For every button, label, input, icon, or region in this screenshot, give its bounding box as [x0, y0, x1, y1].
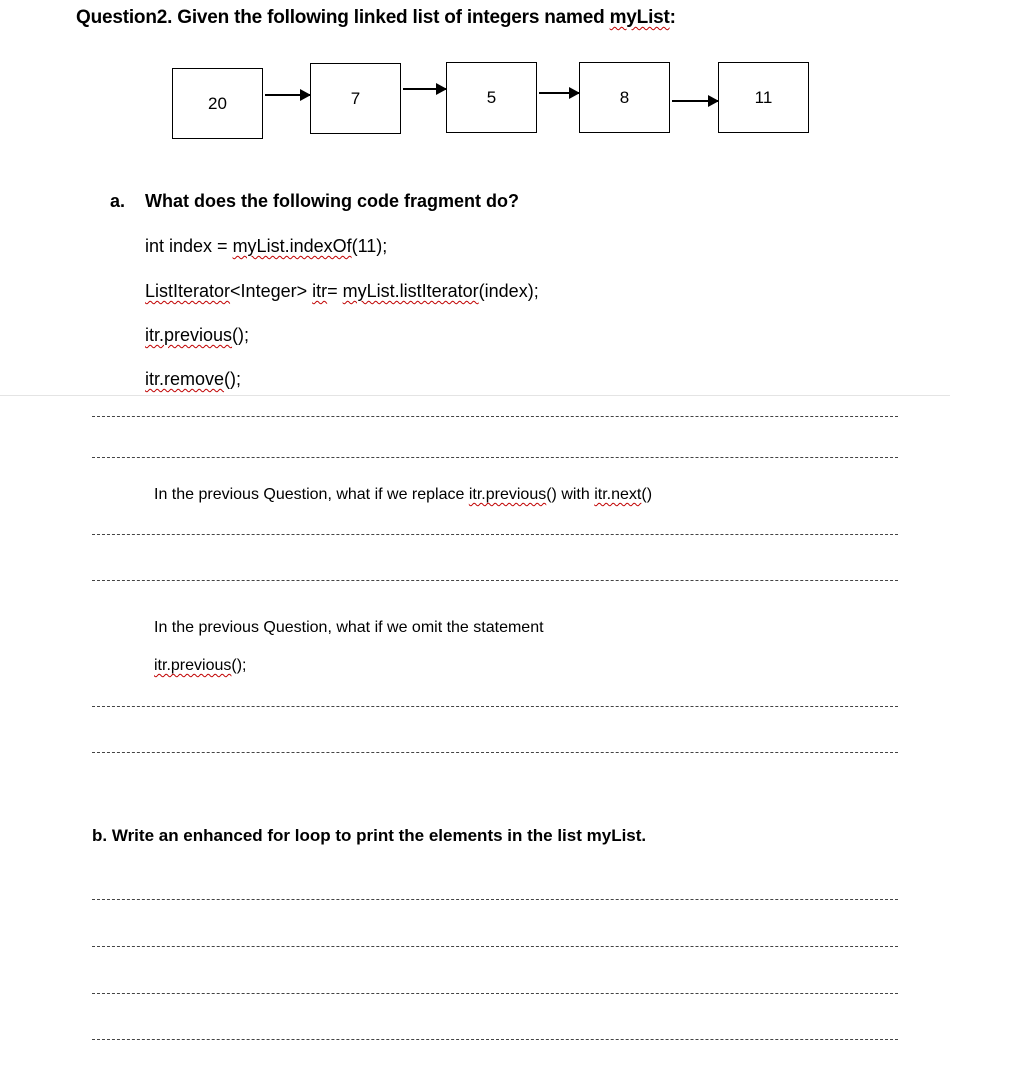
followup-question-1 — [154, 486, 652, 504]
code-token: (index); — [478, 281, 539, 301]
question-title — [76, 7, 676, 29]
code-line-1 — [145, 236, 387, 257]
part-a-label: a. — [110, 191, 126, 211]
part-b-question: b. Write an enhanced for loop to print the elements in the list myList. — [92, 826, 647, 845]
code-token: myList.listIterator — [342, 281, 479, 301]
list-arrow — [403, 88, 446, 90]
answer-line — [92, 580, 898, 581]
followup-text: (); — [231, 657, 247, 674]
answer-line — [92, 457, 898, 458]
code-line-4 — [145, 369, 241, 390]
list-arrow — [672, 100, 718, 102]
answer-line — [92, 416, 898, 417]
followup-question-2-code — [154, 657, 246, 675]
answer-line — [92, 899, 898, 900]
followup-question-2: In the previous Question, what if we omit the statement — [154, 619, 544, 636]
question-title-list-name: myList — [609, 7, 670, 28]
followup-text: () — [641, 486, 653, 503]
code-token: int index = — [145, 236, 233, 256]
code-token: (); — [224, 369, 242, 389]
answer-line — [92, 706, 898, 707]
list-node: 8 — [579, 62, 670, 133]
followup-code: itr.previous — [154, 657, 232, 674]
code-line-2 — [145, 281, 539, 302]
code-token: = — [327, 281, 343, 301]
code-token: ListIterator — [145, 281, 231, 301]
code-line-3 — [145, 325, 249, 346]
question-title-prefix: Question2. Given the following linked list of integers named — [76, 7, 610, 28]
followup-text: () with — [546, 486, 595, 503]
list-arrow — [539, 92, 579, 94]
answer-line — [92, 993, 898, 994]
list-node: 11 — [718, 62, 809, 133]
list-node: 5 — [446, 62, 537, 133]
code-token: itr.remove — [145, 369, 225, 389]
answer-line — [92, 946, 898, 947]
list-node: 20 — [172, 68, 263, 139]
code-token: itr — [312, 281, 328, 301]
code-token: <Integer> — [230, 281, 313, 301]
followup-text: In the previous Question, what if we replace — [154, 486, 469, 503]
page-divider — [0, 395, 950, 396]
followup-code: itr.previous — [468, 486, 547, 503]
code-token: (); — [232, 325, 250, 345]
answer-line — [92, 534, 898, 535]
list-arrow — [265, 94, 310, 96]
code-token: itr.previous — [145, 325, 233, 345]
followup-code: itr.next — [594, 486, 642, 503]
code-token: (11); — [351, 236, 388, 256]
code-token: myList.indexOf — [232, 236, 352, 256]
answer-line — [92, 752, 898, 753]
list-node: 7 — [310, 63, 401, 134]
part-a-question: What does the following code fragment do? — [145, 191, 519, 211]
question-title-suffix: : — [669, 7, 676, 28]
answer-line — [92, 1039, 898, 1040]
